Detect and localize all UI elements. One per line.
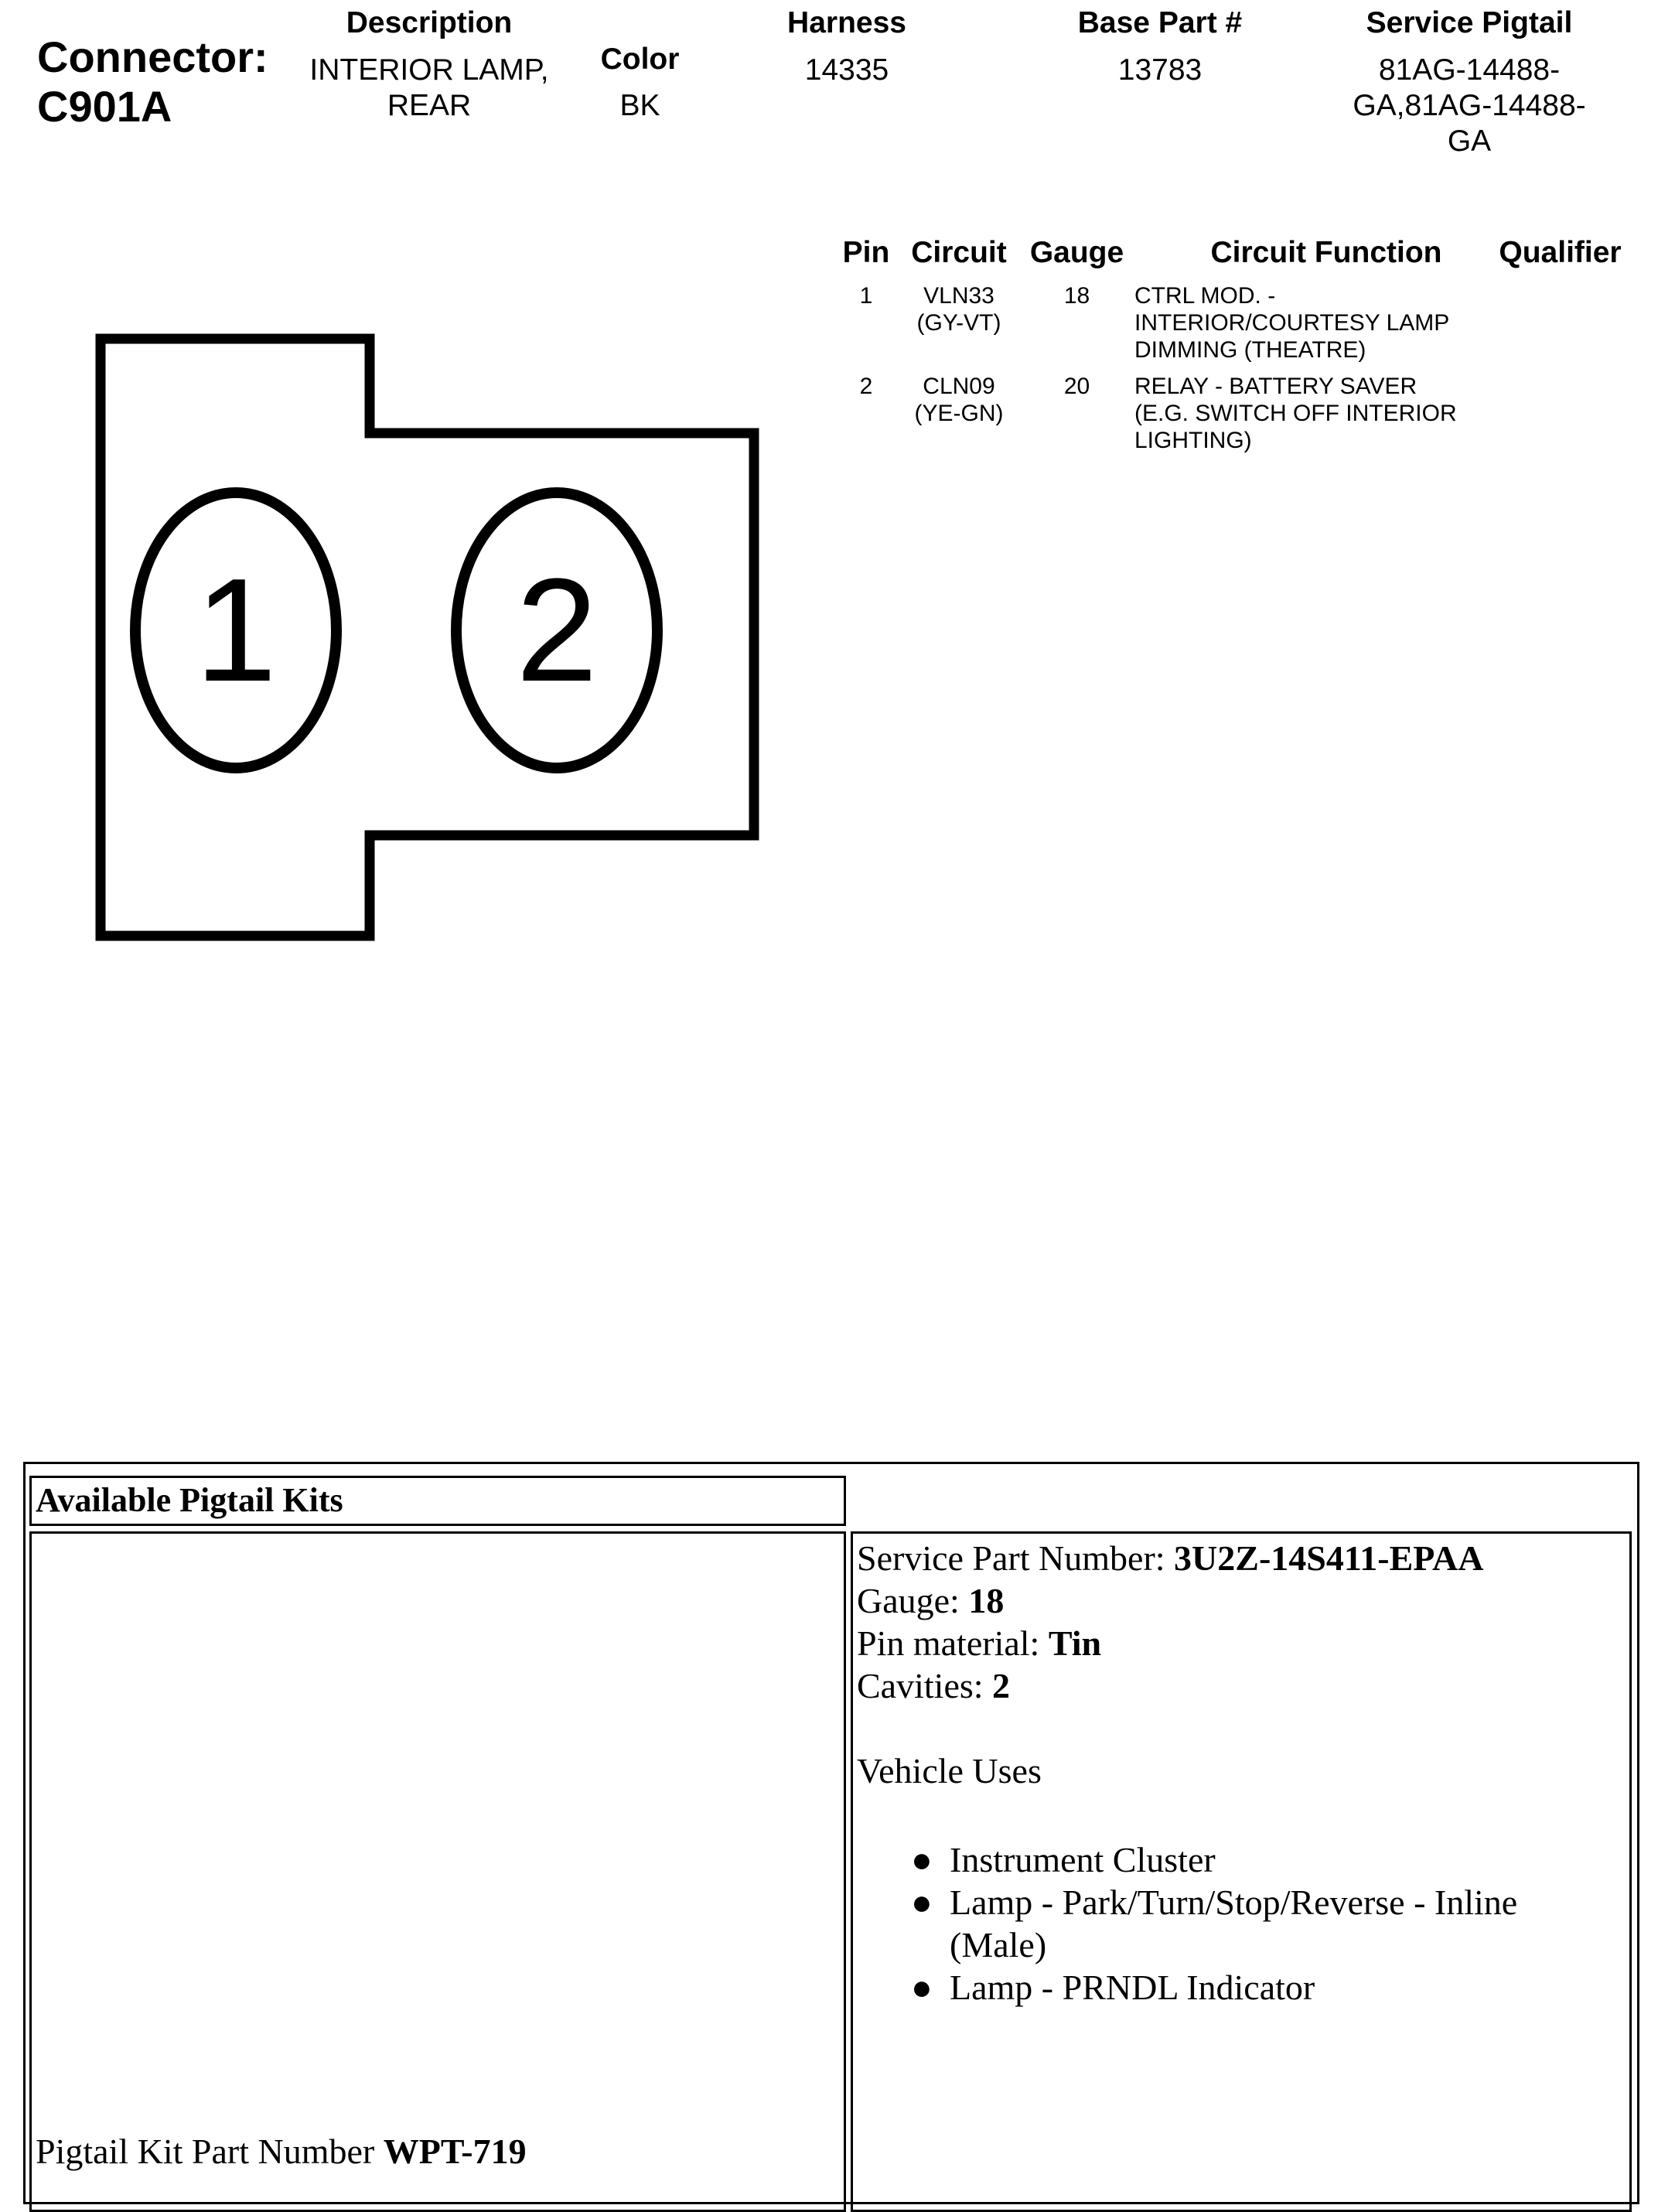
description-header: Description xyxy=(346,6,513,39)
table-row-1-function: CTRL MOD. - INTERIOR/COURTESY LAMP DIMMING (THEATRE) xyxy=(1134,283,1450,363)
connector-diagram xyxy=(0,0,851,1005)
col-pin-header: Pin xyxy=(842,236,890,269)
list-item: ● Lamp - PRNDL Indicator xyxy=(911,1968,1315,2007)
gauge-value: 18 xyxy=(968,1581,1005,1620)
pin-material-value: Tin xyxy=(1048,1623,1102,1663)
pigtail-title: Available Pigtail Kits xyxy=(36,1481,343,1519)
table-row-1-gauge: 18 xyxy=(1063,283,1090,309)
base-part-header: Base Part # xyxy=(1077,6,1243,39)
bullet-icon: ● xyxy=(911,1883,933,1922)
color-header: Color xyxy=(600,43,680,76)
vehicle-uses-label: Vehicle Uses xyxy=(857,1751,1042,1790)
pin-2-label: 2 xyxy=(516,548,598,712)
connector-id: C901A xyxy=(37,82,172,131)
table-row-1-pin: 1 xyxy=(859,283,873,309)
col-qualifier-header: Qualifier xyxy=(1499,236,1622,269)
harness-header: Harness xyxy=(787,6,906,39)
pigtail-left-cell xyxy=(29,1531,846,2212)
color-value: BK xyxy=(619,89,660,122)
pigtail-kit-part-line: Pigtail Kit Part Number WPT-719 xyxy=(36,2132,527,2171)
vehicle-uses-list xyxy=(911,1838,1622,2009)
pigtail-kit-part-number: WPT-719 xyxy=(383,2132,527,2171)
service-part-number: 3U2Z-14S411-EPAA xyxy=(1174,1538,1484,1578)
table-row-2-circuit: CLN09 (YE-GN) xyxy=(914,374,1004,426)
list-item: ● Lamp - Park/Turn/Stop/Reverse - Inline (Male) xyxy=(911,1883,1518,1965)
bullet-icon: ● xyxy=(911,1840,933,1879)
service-part-line: Service Part Number: 3U2Z-14S411-EPAA xyxy=(857,1538,1484,1578)
harness-value: 14335 xyxy=(804,53,889,87)
base-part-value: 13783 xyxy=(1117,53,1203,87)
description-value: INTERIOR LAMP, REAR xyxy=(309,53,549,122)
pigtail-details xyxy=(857,1537,1622,2009)
gauge-line: Gauge: 18 xyxy=(857,1581,1005,1620)
pin-material-line: Pin material: Tin xyxy=(857,1623,1102,1663)
bullet-icon: ● xyxy=(911,1968,933,2007)
service-pigtail-value: 81AG-14488- GA,81AG-14488- GA xyxy=(1353,53,1586,158)
col-circuit-header: Circuit xyxy=(911,236,1007,269)
list-item: ● Instrument Cluster xyxy=(911,1840,1216,1879)
table-row-2-pin: 2 xyxy=(859,374,873,399)
pin-1-label: 1 xyxy=(195,548,277,712)
service-pigtail-header: Service Pigtail xyxy=(1366,6,1573,39)
connector-label: Connector: xyxy=(37,32,268,81)
table-row-1-circuit: VLN33 (GY-VT) xyxy=(916,283,1001,336)
col-function-header: Circuit Function xyxy=(1210,236,1442,269)
cavities-line: Cavities: 2 xyxy=(857,1666,1011,1705)
table-row-2-gauge: 20 xyxy=(1063,374,1090,399)
col-gauge-header: Gauge xyxy=(1029,236,1124,269)
cavities-value: 2 xyxy=(992,1666,1011,1705)
table-row-2-function: RELAY - BATTERY SAVER (E.G. SWITCH OFF INTERIOR LIGHTING) xyxy=(1134,374,1457,453)
